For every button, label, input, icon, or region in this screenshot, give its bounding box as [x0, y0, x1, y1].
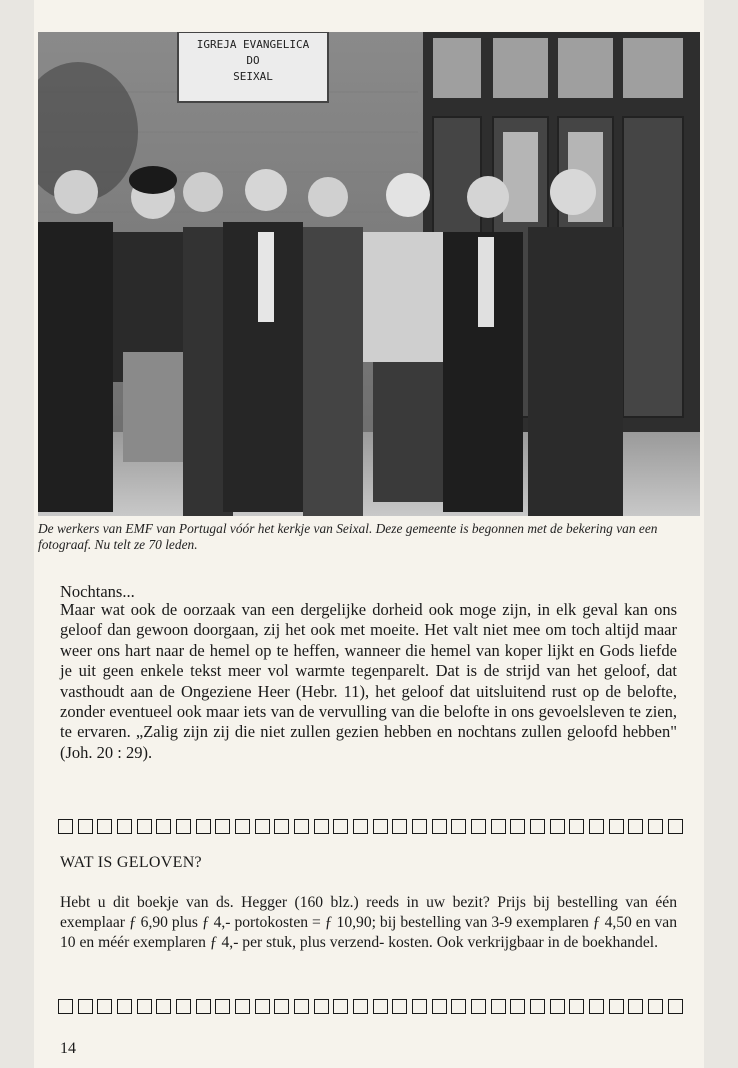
photo-caption: De werkers van EMF van Portugal vóór het kerkje van Seixal. Deze gemeente is begonnen met de bekering van een fotograaf. Nu telt ze 70 leden.	[38, 521, 658, 552]
section-title: Nochtans...	[60, 582, 135, 601]
photo-illustration	[38, 32, 700, 516]
box-divider-top	[58, 816, 683, 838]
group-photo	[38, 32, 700, 516]
door-windows	[433, 38, 683, 98]
section-body: Maar wat ook de oorzaak van een dergelijke dorheid ook moge zijn, in elk geval kan ons geloof dan gewoon doorgaan, zij het ook met moeite. Het valt niet mee om toch altijd maar weer ons hart naar de hemel op te heffen, wanneer die hemel van koper lijkt en Gods liefde je uit geen enkele tekst meer vol warmte tegenparelt. Dat is de strijd van het geloof, dat vasthoudt aan de Ongeziene Heer (Hebr. 11), het geloof dat uitsluitend rust op de belofte, zonder eventueel ook maar iets van de vervulling van die belofte in ons gevoelsleven te zien, te ervaren. „Zalig zijn zij die niet zullen gezien hebben en nochtans zullen geloofd hebben" (Joh. 20 : 29).	[60, 600, 677, 762]
page	[34, 0, 704, 1068]
sign-line-1: IGREJA EVANGELICA	[196, 38, 310, 51]
page-number: 14	[60, 1040, 76, 1057]
book-heading: WAT IS GELOVEN?	[60, 854, 202, 871]
book-description: Hebt u dit boekje van ds. Hegger (160 blz.) reeds in uw bezit? Prijs bij bestelling van één exemplaar ƒ 6,90 plus ƒ 4,- portokosten = ƒ 10,90; bij bestelling van 3-9 exemplaren ƒ 4,50 en van 10 en méér exemplaren ƒ 4,- per stuk, plus verzend- kosten. Ook verkrijgbaar in de boekhandel.	[60, 894, 677, 951]
box-divider-bottom	[58, 996, 683, 1018]
sign-line-3: SEIXAL	[233, 70, 273, 83]
sign-line-2: DO	[246, 54, 260, 67]
